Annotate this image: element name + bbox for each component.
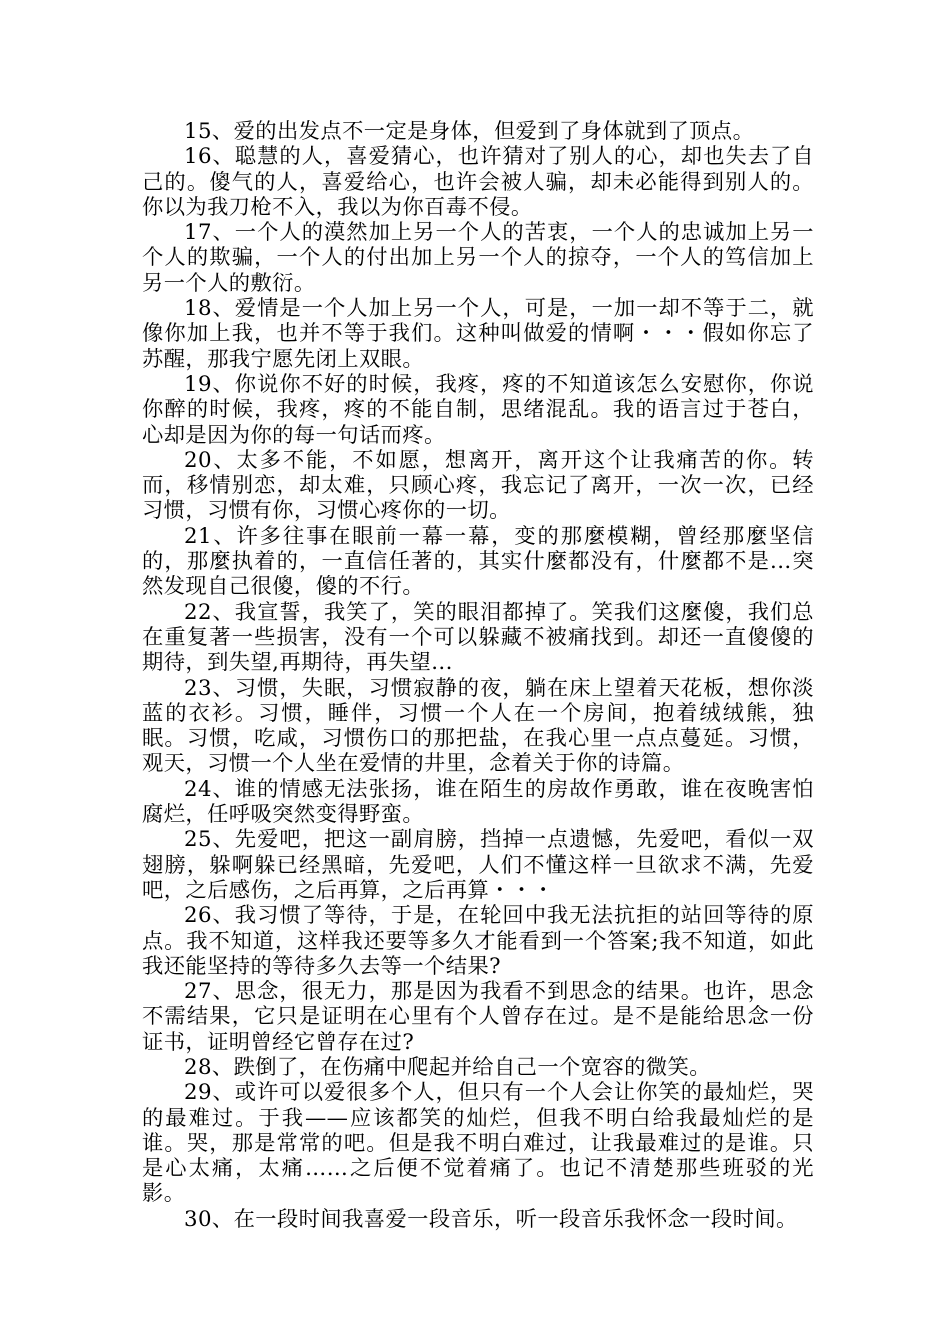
paragraph-24: 24、谁的情感无法张扬，谁在陌生的房故作勇敢，谁在夜晚害怕腐烂，任呼吸突然变得野蛮。 xyxy=(142,776,814,828)
paragraph-28: 28、跌倒了，在伤痛中爬起并给自己一个宽容的微笑。 xyxy=(184,1054,711,1080)
paragraph-19: 19、你说你不好的时候，我疼，疼的不知道该怎么安慰你，你说你醉的时候，我疼，疼的不能自制，思绪混乱。我的语言过于苍白，心却是因为你的每一句话而疼。 xyxy=(142,371,814,448)
paragraph-17: 17、一个人的漠然加上另一个人的苦衷，一个人的忠诚加上另一个人的欺骗，一个人的付出加上另一个人的掠夺，一个人的笃信加上另一个人的敷衍。 xyxy=(142,220,814,296)
paragraph-30: 30、在一段时间我喜爱一段音乐，听一段音乐我怀念一段时间。 xyxy=(184,1206,798,1232)
paragraph-23: 23、习惯，失眠，习惯寂静的夜，躺在床上望着天花板，想你淡蓝的衣衫。习惯，睡伴，习惯一个人在一个房间，抱着绒绒熊，独眠。习惯，吃咸，习惯伤口的那把盐，在我心里一点点蔓延。习惯，观天，习惯一个人坐在爱情的井里，念着关于你的诗篇。 xyxy=(142,675,814,777)
paragraph-16: 16、聪慧的人，喜爱猜心，也许猜对了别人的心，却也失去了自己的。傻气的人，喜爱给心，也许会被人骗，却未必能得到别人的。你以为我刀枪不入，我以为你百毒不侵。 xyxy=(142,144,814,220)
paragraph-29: 29、或许可以爱很多个人，但只有一个人会让你笑的最灿烂，哭的最难过。于我——应该都笑的灿烂，但我不明白给我最灿烂的是谁。哭，那是常常的吧。但是我不明白难过，让我最难过的是谁。只是心太痛，太痛……之后便不觉着痛了。也记不清楚那些班驳的光影。 xyxy=(142,1080,814,1207)
document-body xyxy=(142,119,814,1232)
paragraph-21: 21、许多往事在眼前一幕一幕，变的那麼模糊，曾经那麼坚信的，那麼执着的，一直信任著的，其实什麼都没有，什麼都不是...突然发现自己很傻，傻的不行。 xyxy=(142,523,814,600)
paragraph-26: 26、我习惯了等待，于是，在轮回中我无法抗拒的站回等待的原点。我不知道，这样我还要等多久才能看到一个答案;我不知道，如此我还能坚持的等待多久去等一个结果? xyxy=(142,903,814,979)
paragraph-15: 15、爱的出发点不一定是身体，但爱到了身体就到了顶点。 xyxy=(184,119,755,144)
paragraph-18: 18、爱情是一个人加上另一个人，可是，一加一却不等于二，就像你加上我，也并不等于我们。这种叫做爱的情啊・・・假如你忘了苏醒，那我宁愿先闭上双眼。 xyxy=(142,296,814,372)
paragraph-22: 22、我宣誓，我笑了，笑的眼泪都掉了。笑我们这麼傻，我们总在重复著一些损害，没有一个可以躲藏不被痛找到。却还一直傻傻的期待，到失望,再期待，再失望... xyxy=(142,599,814,676)
paragraph-20: 20、太多不能，不如愿，想离开，离开这个让我痛苦的你。转而，移情别恋，却太难，只顾心疼，我忘记了离开，一次一次，已经习惯，习惯有你，习惯心疼你的一切。 xyxy=(142,447,814,524)
paragraph-25: 25、先爱吧，把这一副肩膀，挡掉一点遗憾，先爱吧，看似一双翅膀，躲啊躲已经黑暗，先爱吧，人们不懂这样一旦欲求不满，先爱吧，之后感伤，之后再算，之后再算・・・ xyxy=(142,827,814,903)
paragraph-27: 27、思念，很无力，那是因为我看不到思念的结果。也许，思念不需结果，它只是证明在心里有个人曾存在过。是不是能给思念一份证书，证明曾经它曾存在过? xyxy=(142,979,814,1055)
